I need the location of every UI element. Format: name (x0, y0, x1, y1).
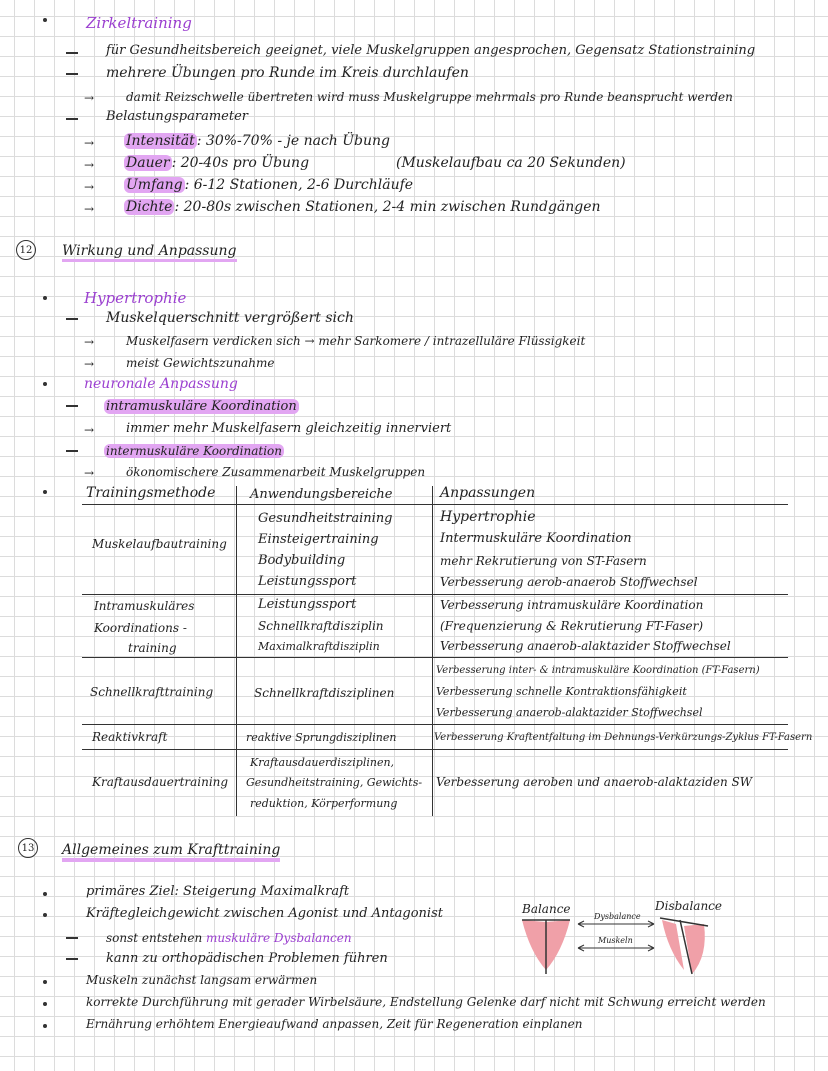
heading-neuronal: neuronale Anpassung (84, 376, 238, 392)
arrow-icon: → (84, 335, 95, 349)
table-divider (82, 657, 788, 658)
table-cell-area: Leistungssport (258, 597, 357, 612)
arrow-icon: → (84, 180, 95, 194)
text-line: Muskelfasern verdicken sich → mehr Sarkomere / intrazelluläre Flüssigkeit (126, 334, 586, 348)
highlight-intra (104, 400, 299, 414)
arrow-icon: → (84, 136, 95, 150)
section-title-wirkung: Wirkung und Anpassung (62, 244, 237, 262)
bullet (43, 1002, 47, 1006)
bullet (43, 490, 47, 494)
param-note: (Muskelaufbau ca 20 Sekunden) (396, 155, 626, 171)
table-cell-area: Gesundheitstraining, Gewichts- (246, 776, 423, 789)
arrow-icon: → (84, 91, 95, 105)
text-line: kann zu orthopädischen Problemen führen (106, 951, 388, 966)
table-cell-method: Kraftausdauertraining (92, 775, 229, 789)
text-line: Muskeln zunächst langsam erwärmen (86, 973, 318, 987)
highlight-label: intermuskuläre Koordination (106, 444, 282, 458)
table-cell-adapt: Intermuskuläre Koordination (440, 531, 632, 546)
diagram-label-disbalance: Disbalance (655, 899, 722, 913)
param-text: : 20-80s zwischen Stationen, 2-4 min zwischen Rundgängen (174, 199, 601, 215)
table-cell-method: Reaktivkraft (92, 730, 168, 744)
bullet (43, 913, 47, 917)
dash (66, 958, 78, 960)
text-line: damit Reizschwelle übertreten wird muss Muskelgruppe mehrmals pro Runde beansprucht werden (126, 90, 733, 104)
table-cell-area: reaktive Sprungdisziplinen (246, 731, 397, 744)
table-cell-area: Maximalkraftdisziplin (258, 640, 380, 653)
param-text: : 20-40s pro Übung (171, 155, 310, 171)
table-cell-adapt: mehr Rekrutierung von ST-Fasern (440, 554, 647, 568)
diagram-arrow-label: Muskeln (598, 936, 633, 945)
param-text: : 6-12 Stationen, 2-6 Durchläufe (184, 177, 414, 193)
text-line: korrekte Durchführung mit gerader Wirbelsäure, Endstellung Gelenke darf nicht mit Schwung erreicht werden (86, 995, 766, 1009)
arrow-icon: → (84, 357, 95, 371)
dash (66, 450, 78, 452)
balanced-muscle-right (546, 920, 570, 970)
param-line-density (124, 200, 601, 215)
arrow-icon: → (84, 466, 95, 480)
arrow-icon: → (84, 423, 95, 437)
param-label: Dauer (126, 155, 170, 171)
table-divider (432, 486, 433, 816)
table-cell-area: Kraftausdauerdisziplinen, (250, 756, 395, 769)
bullet (43, 980, 47, 984)
param-line-duration (124, 156, 309, 171)
table-cell-area: Einsteigertraining (258, 532, 379, 547)
bullet (43, 1024, 47, 1028)
text-line: Belastungsparameter (106, 109, 248, 124)
highlight-inter (104, 445, 284, 458)
param-label: Dichte (126, 199, 173, 215)
table-cell-adapt: (Frequenzierung & Rekrutierung FT-Faser) (440, 619, 704, 633)
muscle-balance-diagram (516, 912, 716, 982)
table-cell-area: Bodybuilding (258, 553, 346, 568)
table-cell-area: Schnellkraftdisziplinen (254, 686, 395, 700)
param-label: Umfang (126, 177, 183, 193)
text-line: immer mehr Muskelfasern gleichzeitig innerviert (126, 421, 452, 436)
table-divider (236, 486, 237, 816)
dash (66, 937, 78, 939)
bullet (43, 18, 47, 22)
table-cell-area: reduktion, Körperformung (250, 797, 398, 810)
dash (66, 405, 78, 407)
table-header: Trainingsmethode (86, 485, 216, 501)
table-cell-adapt: Verbesserung anaerob-alaktazider Stoffwechsel (440, 639, 731, 653)
param-line-intensity (124, 134, 390, 149)
highlight-label: intramuskuläre Koordination (106, 399, 297, 414)
bullet (43, 296, 47, 300)
text-line: ökonomischere Zusammenarbeit Muskelgruppen (126, 465, 426, 479)
text-line: primäres Ziel: Steigerung Maximalkraft (86, 884, 350, 899)
table-cell-adapt: Hypertrophie (440, 509, 536, 525)
diagram-arrow-label: Dysbalance (594, 912, 641, 921)
param-line-volume (124, 178, 413, 193)
section-title-allgemein: Allgemeines zum Krafttraining (62, 843, 280, 862)
balanced-muscle-left (522, 920, 546, 970)
text-line: mehrere Übungen pro Runde im Kreis durchlaufen (106, 65, 469, 81)
table-cell-method: Muskelaufbautraining (92, 537, 227, 551)
heading-hypertrophy: Hypertrophie (84, 289, 187, 307)
diagram-label-balance: Balance (522, 902, 571, 916)
text-line: Ernährung erhöhtem Energieaufwand anpassen, Zeit für Regeneration einplanen (86, 1017, 583, 1031)
text-emphasis: muskuläre Dysbalancen (206, 931, 352, 945)
arrow-icon: → (84, 158, 95, 172)
dash (66, 52, 78, 54)
table-cell-adapt: Verbesserung inter- & intramuskuläre Koordination (FT-Fasern) (436, 665, 760, 676)
table-cell-method: training (128, 641, 177, 655)
table-header: Anpassungen (440, 485, 536, 501)
param-label: Intensität (126, 133, 195, 149)
text-line: Muskelquerschnitt vergrößert sich (106, 310, 354, 326)
table-cell-adapt: Verbesserung schnelle Kontraktionsfähigkeit (436, 685, 687, 698)
table-cell-adapt: Verbesserung aeroben und anaerob-alaktaziden SW (436, 775, 753, 789)
table-cell-adapt: Verbesserung Kraftentfaltung im Dehnungs-Verkürzungs-Zyklus FT-Fasern (434, 732, 813, 743)
table-cell-area: Gesundheitstraining (258, 511, 393, 526)
text-line: Kräftegleichgewicht zwischen Agonist und Antagonist (86, 906, 443, 921)
dash (66, 318, 78, 320)
dash (66, 118, 78, 120)
section-number: 13 (18, 838, 38, 858)
imbalanced-muscle-left (662, 920, 684, 970)
table-cell-area: Leistungssport (258, 574, 357, 589)
text-line: für Gesundheitsbereich geeignet, viele Muskelgruppen angesprochen, Gegensatz Stationstraining (106, 43, 756, 58)
section-title-zirkeltraining: Zirkeltraining (86, 14, 192, 32)
table-divider (82, 504, 788, 505)
table-divider (82, 749, 788, 750)
table-cell-adapt: Verbesserung aerob-anaerob Stoffwechsel (440, 575, 698, 589)
table-divider (82, 594, 788, 595)
table-header: Anwendungsbereiche (250, 487, 393, 502)
table-cell-area: Schnellkraftdisziplin (258, 619, 384, 633)
text-part: sonst entstehen (106, 931, 207, 945)
bullet (43, 892, 47, 896)
table-cell-adapt: Verbesserung intramuskuläre Koordination (440, 598, 704, 612)
table-cell-method: Koordinations - (94, 621, 187, 635)
section-number: 12 (16, 240, 36, 260)
table-cell-method: Schnellkrafttraining (90, 685, 214, 699)
param-text: : 30%-70% - je nach Übung (196, 133, 391, 149)
bullet (43, 382, 47, 386)
arrow-icon: → (84, 202, 95, 216)
table-cell-method: Intramuskuläres (94, 599, 195, 613)
table-divider (82, 724, 788, 725)
table-cell-adapt: Verbesserung anaerob-alaktazider Stoffwechsel (436, 706, 703, 719)
text-line (106, 932, 352, 945)
dash (66, 73, 78, 75)
text-line: meist Gewichtszunahme (126, 356, 275, 370)
